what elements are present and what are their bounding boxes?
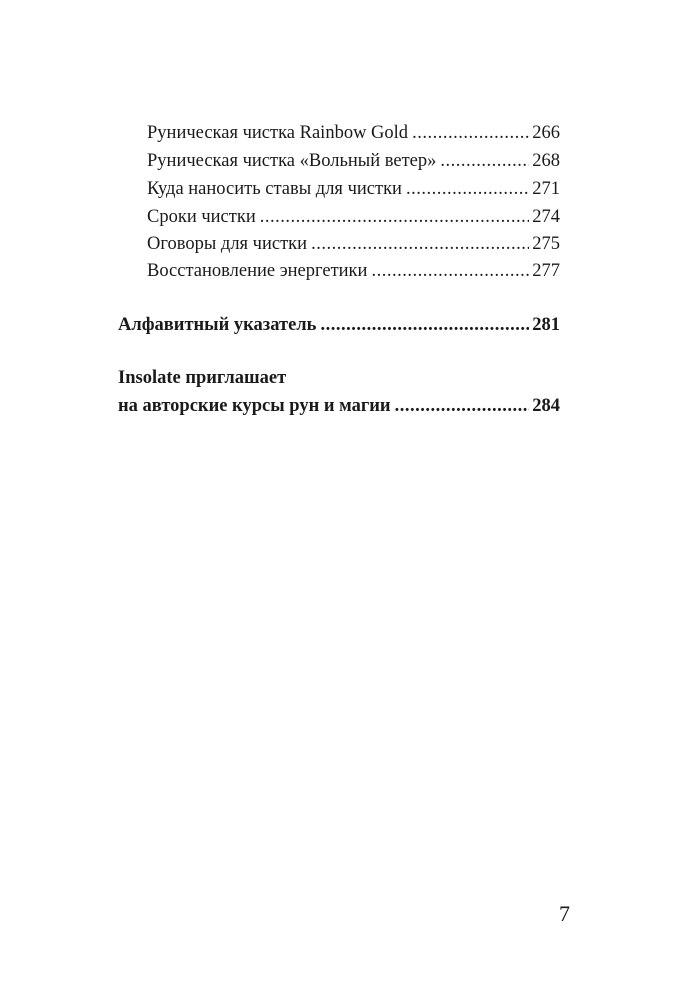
toc-entry-page: 268 [532, 151, 560, 171]
toc-entry-page: 284 [532, 396, 560, 416]
toc-entry-title: Руническая чистка «Вольный ветер» [147, 151, 437, 171]
dot-leader [440, 148, 529, 174]
toc-entry [147, 231, 560, 257]
toc-entry-title: Руническая чистка Rainbow Gold [147, 123, 409, 143]
toc-entry-title: Восстановление энергетики [147, 261, 368, 281]
toc-entry-page: 266 [532, 123, 560, 143]
toc-entry-insolate [118, 393, 560, 419]
toc-entry-page: 281 [532, 315, 560, 335]
toc-entry-title: Алфавитный указатель [118, 315, 317, 335]
toc-entry-page: 274 [532, 207, 560, 227]
toc-entry-page: 277 [532, 261, 560, 281]
toc-entry-page: 271 [532, 179, 560, 199]
toc-entry-title: на авторские курсы рун и магии [118, 396, 391, 416]
toc-entry-title: Куда наносить ставы для чистки [147, 179, 402, 199]
toc-entry [147, 148, 560, 174]
dot-leader [395, 393, 530, 419]
toc-entry-page: 275 [532, 234, 560, 254]
toc-entry [147, 176, 560, 202]
toc-entry-title: Сроки чистки [147, 207, 256, 227]
dot-leader [371, 258, 529, 284]
toc-entry-index [118, 312, 560, 338]
toc-entry [147, 204, 560, 230]
toc-entry [147, 258, 560, 284]
toc-entry-insolate-line1: Insolate приглашает [118, 368, 287, 388]
dot-leader [406, 176, 529, 202]
toc-entry [147, 120, 560, 146]
toc-entry-title: Оговоры для чистки [147, 234, 308, 254]
dot-leader [311, 231, 529, 257]
dot-leader [260, 204, 530, 230]
page-number: 7 [559, 901, 570, 926]
dot-leader [412, 120, 529, 146]
dot-leader [320, 312, 529, 338]
